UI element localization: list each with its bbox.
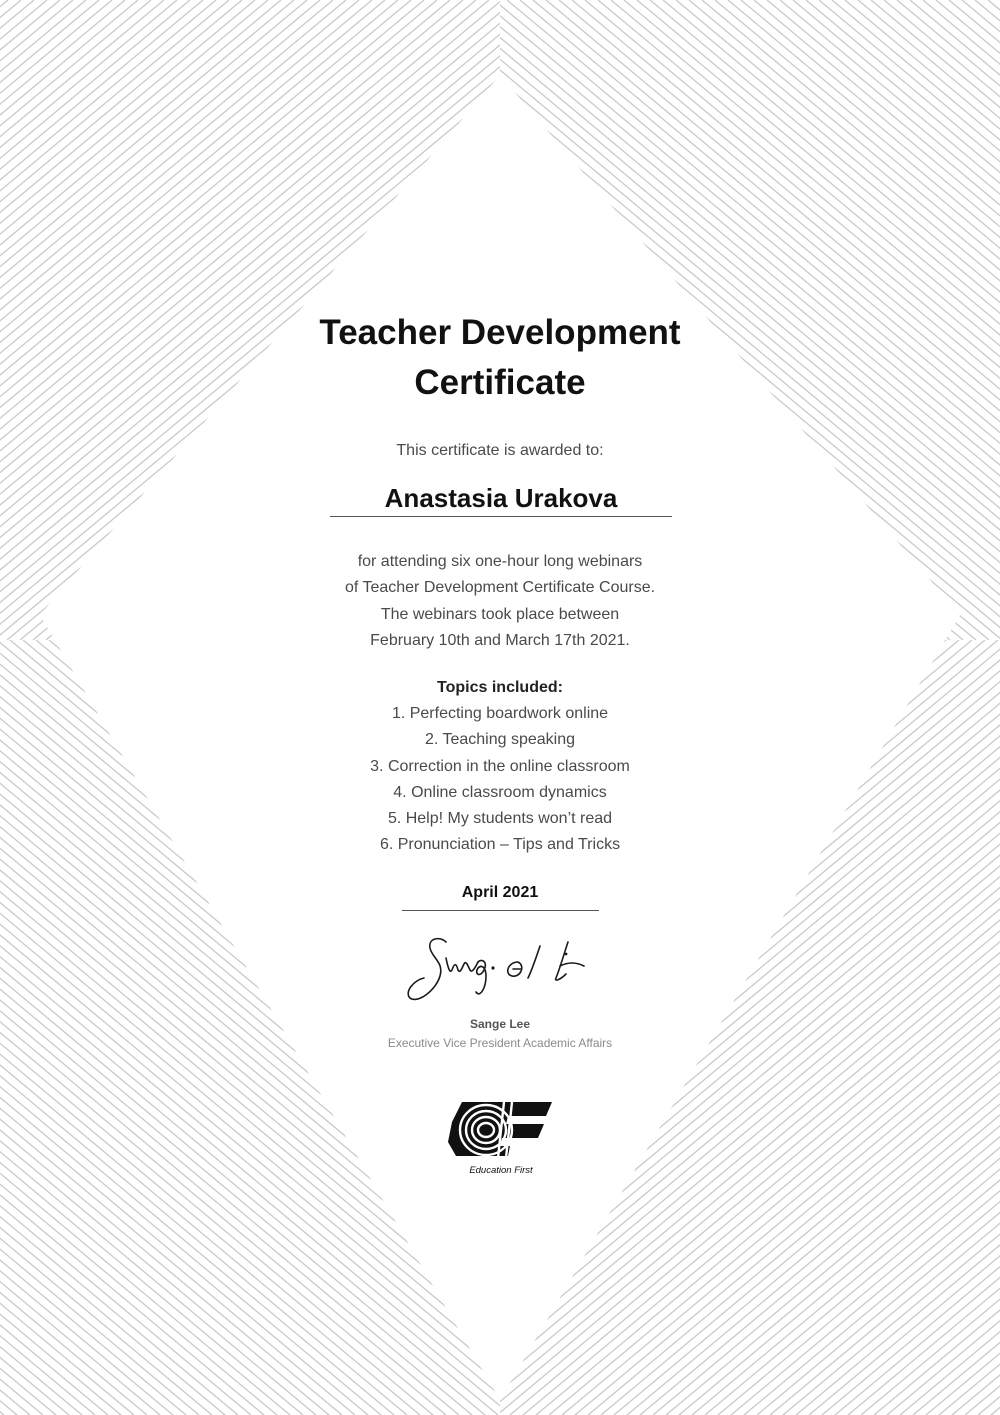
topics-list — [250, 701, 750, 859]
stripe-line — [748, 0, 1000, 640]
stripe-line — [0, 640, 231, 1415]
stripe-line — [991, 640, 1000, 1415]
stripe-line — [861, 640, 1000, 1415]
topic-item: 1. Perfecting boardwork online — [391, 705, 609, 722]
stripe-line — [0, 0, 14, 640]
certificate-title — [250, 308, 750, 408]
stripe-line — [774, 0, 1000, 640]
title-line-1: Teacher Development — [319, 313, 681, 352]
stripe-line — [722, 0, 1000, 640]
topic-item: 5. Help! My students won’t read — [387, 810, 613, 828]
stripe-line — [959, 640, 1000, 1415]
stripe-line — [0, 640, 82, 1415]
stripe-line — [0, 640, 290, 1415]
date-underline — [402, 910, 599, 911]
stripe-line — [0, 0, 222, 640]
signature-image — [400, 928, 600, 1010]
stripe-line — [0, 640, 244, 1415]
stripe-line — [0, 640, 75, 1415]
stripe-line — [855, 640, 1000, 1415]
stripe-line — [965, 640, 1000, 1415]
ef-logo — [448, 1102, 554, 1178]
stripe-line — [790, 640, 1000, 1415]
stripe-line — [0, 0, 274, 640]
stripe-line — [0, 640, 257, 1415]
title-line-2: Certificate — [414, 363, 586, 402]
stripe-line — [0, 640, 277, 1415]
recipient-name: Anastasia Urakova — [384, 483, 618, 513]
topic-item: 4. Online classroom dynamics — [393, 783, 607, 801]
stripe-line — [0, 640, 186, 1415]
stripe-line — [0, 640, 62, 1415]
recipient-block — [330, 478, 672, 518]
description-line: February 10th and March 17th 2021. — [370, 631, 630, 649]
stripe-line — [0, 640, 205, 1415]
stripe-line — [881, 640, 1000, 1415]
stripe-line — [946, 640, 1000, 1415]
stripe-line — [731, 640, 1000, 1415]
stripe-line — [777, 640, 1000, 1415]
stripe-line — [0, 640, 36, 1415]
topic-item: 3. Correction in the online classroom — [370, 757, 630, 775]
stripe-line — [0, 640, 4, 1415]
stripe-line — [0, 640, 166, 1415]
description-line: of Teacher Development Certificate Course. — [344, 579, 656, 597]
awarded-to-label: This certificate is awarded to: — [396, 442, 604, 459]
signer-title: Executive Vice President Academic Affairs — [387, 1036, 613, 1050]
stripe-line — [813, 0, 1000, 640]
topic-item: 2. Teaching speaking — [424, 731, 576, 749]
stripe-line — [887, 640, 1000, 1415]
stripe-line — [0, 0, 86, 640]
stripe-line — [0, 0, 248, 640]
stripe-line — [715, 0, 1000, 640]
stripe-line — [764, 640, 1000, 1415]
stripe-line — [0, 0, 190, 640]
course-description — [250, 549, 750, 654]
description-line: for attending six one-hour long webinars — [357, 553, 643, 570]
stripe-line — [0, 640, 30, 1415]
stripe-line — [783, 640, 1000, 1415]
stripe-line — [0, 640, 264, 1415]
stripe-line — [0, 640, 88, 1415]
topics-heading: Topics included: — [437, 679, 563, 696]
stripe-line — [933, 640, 1000, 1415]
signer-name: Sange Lee — [469, 1017, 531, 1031]
stripe-line — [0, 0, 229, 640]
stripe-line — [865, 0, 1000, 640]
stripe-line — [0, 640, 179, 1415]
recipient-underline — [330, 516, 672, 517]
stripe-line — [809, 640, 1000, 1415]
topic-item: 6. Pronunciation – Tips and Tricks — [379, 836, 621, 854]
stripe-line — [907, 640, 1000, 1415]
certificate-date: April 2021 — [461, 884, 539, 901]
stripe-line — [0, 640, 153, 1415]
stripe-line — [868, 640, 1000, 1415]
stripe-line — [712, 640, 1000, 1415]
stripe-line — [0, 0, 144, 640]
logo-tagline: Education First — [469, 1165, 533, 1176]
description-line: The webinars took place between — [380, 605, 620, 623]
stripe-line — [839, 0, 1000, 640]
stripe-line — [0, 640, 108, 1415]
